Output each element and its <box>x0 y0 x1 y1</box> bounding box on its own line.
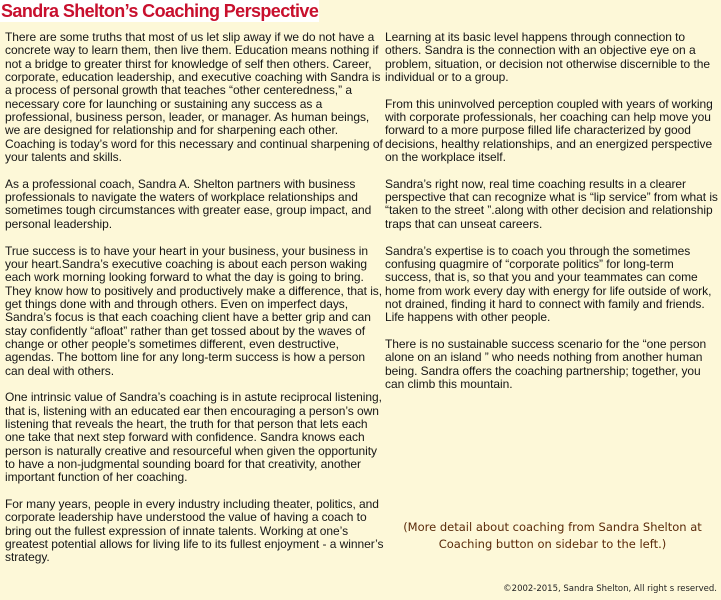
coaching-note-line: Coaching button on sidebar to the left.) <box>438 537 667 551</box>
left-column <box>5 31 384 578</box>
coaching-note <box>384 519 721 553</box>
page-title: Sandra Shelton’s Coaching Perspective <box>1 1 319 21</box>
paragraph: As a professional coach, Sandra A. Shelton partners with business professionals to navigate the waters of workplace relationships and sometimes tough circumstances with greater ease, group impact, and personal leadership. <box>5 176 372 231</box>
coaching-note-line: (More detail about coaching from Sandra Shelton at <box>403 520 702 534</box>
paragraph: Sandra’s right now, real time coaching results in a clearer perspective that can recognize what is “lip service” from what is “taken to the street ”.along with other decision and relationship traps that can unseat careers. <box>385 176 718 231</box>
paragraph: From this uninvolved perception coupled with years of working with corporate professionals, her coaching can help move you forward to a more purpose filled life characterized by good decisions, healthy relationships, and an energized perspective on the workplace itself. <box>385 96 713 165</box>
paragraph: Sandra’s expertise is to coach you through the sometimes confusing quagmire of “corporate politics” for long-term success, that is, so that you and your teammates can come home from work every day with energy for life outside of work, not drained, finding it hard to connect with family and friends. Life happens with other people. <box>385 243 712 325</box>
paragraph: There are some truths that most of us let slip away if we do not have a concrete way to learn them, then live them. Education means nothing if not a bridge to greater thirst for knowledge of self then others. Career, corporate, education leadership, and executive coaching with Sandra is a process of personal growth that teaches “other centeredness,” a necessary core for launching or sustaining any success as a professional, business person, leader, or manager. As human beings, we are designed for relationship and for sharpening each other. Coaching is today’s word for this necessary and continual sharpening of your talents and skills. <box>5 30 383 165</box>
paragraph: True success is to have your heart in your business, your business in your heart.Sandra’s executive coaching is about each person waking each work morning looking forward to what the day is going to bring. They know how to positively and productively make a difference, that is, get things done with and through others. Even on imperfect days, Sandra’s focus is that each coaching client have a better grip and can stay confidently “afloat” rather than get tossed about by the waves of change or other people’s sometimes different, even destructive, agendas. The bottom line for any long-term success is how a person can deal with others. <box>5 243 383 378</box>
paragraph: One intrinsic value of Sandra’s coaching is in astute reciprocal listening, that is, listening with an educated ear then encouraging a person’s own listening that reveals the heart, the truth for that person that lets each one take that next step forward with confidence. Sandra knows each person is naturally creative and resourceful when given the opportunity to have a non-judgmental sounding board for that creativity, another important function of her coaching. <box>5 390 382 485</box>
paragraph: For many years, people in every industry including theater, politics, and corporate leadership have understood the value of having a coach to bring out the fullest expression of innate talents. Working at one’s greatest potential allows for living life to its fullest enjoyment - a winner’s strategy. <box>5 497 384 565</box>
paragraph: Learning at its basic level happens through connection to others. Sandra is the connection with an objective eye on a problem, situation, or decision not otherwise discernible to the individual or to a group. <box>385 30 710 85</box>
right-column <box>385 31 720 405</box>
copyright-notice: ©2002-2015, Sandra Shelton, All right s reserved. <box>503 584 717 594</box>
paragraph: There is no sustainable success scenario for the “one person alone on an island ” who needs nothing from another human being. Sandra offers the coaching partnership; together, you can climb this mountain. <box>385 336 707 391</box>
